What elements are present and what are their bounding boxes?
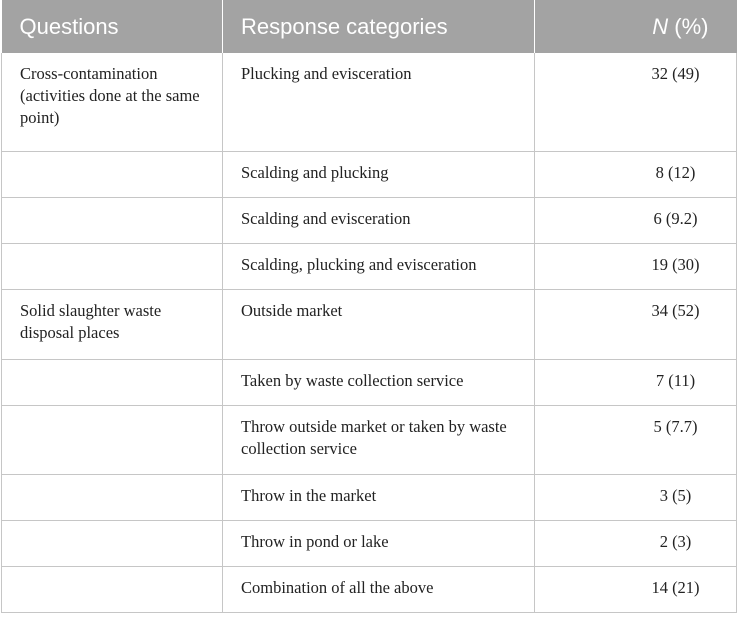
category-cell: Throw in pond or lake — [223, 520, 535, 566]
n-cell: 2 (3) — [535, 520, 737, 566]
category-cell: Scalding and evisceration — [223, 197, 535, 243]
question-cell — [2, 520, 223, 566]
question-cell — [2, 243, 223, 289]
table-row — [2, 53, 737, 151]
question-cell — [2, 405, 223, 474]
header-questions: Questions — [2, 0, 223, 53]
header-pct-symbol: (%) — [668, 13, 709, 39]
table-row — [2, 359, 737, 405]
category-cell: Combination of all the above — [223, 566, 535, 612]
data-table — [1, 0, 737, 613]
table-row — [2, 197, 737, 243]
table-row — [2, 520, 737, 566]
n-cell: 6 (9.2) — [535, 197, 737, 243]
table-row — [2, 289, 737, 359]
n-cell: 7 (11) — [535, 359, 737, 405]
category-cell: Outside market — [223, 289, 535, 359]
n-cell: 5 (7.7) — [535, 405, 737, 474]
n-cell: 32 (49) — [535, 53, 737, 151]
table-row — [2, 566, 737, 612]
question-cell: Cross-contamination (activities done at the same point) — [2, 53, 223, 151]
question-cell — [2, 566, 223, 612]
category-cell: Throw in the market — [223, 474, 535, 520]
question-cell — [2, 359, 223, 405]
question-cell — [2, 151, 223, 197]
category-cell: Scalding, plucking and evisceration — [223, 243, 535, 289]
n-cell: 34 (52) — [535, 289, 737, 359]
category-cell: Plucking and evisceration — [223, 53, 535, 151]
n-cell: 3 (5) — [535, 474, 737, 520]
category-cell: Throw outside market or taken by waste collection service — [223, 405, 535, 474]
category-cell: Taken by waste collection service — [223, 359, 535, 405]
table-row — [2, 474, 737, 520]
question-cell: Solid slaughter waste disposal places — [2, 289, 223, 359]
table-header — [2, 0, 737, 53]
header-row — [2, 0, 737, 53]
header-n-symbol: N — [652, 13, 669, 39]
question-cell — [2, 474, 223, 520]
table-body — [2, 53, 737, 612]
table-row — [2, 151, 737, 197]
question-cell — [2, 197, 223, 243]
n-cell: 19 (30) — [535, 243, 737, 289]
header-n-percent — [535, 0, 737, 53]
table-row — [2, 243, 737, 289]
category-cell: Scalding and plucking — [223, 151, 535, 197]
header-response-categories: Response categories — [223, 0, 535, 53]
n-cell: 8 (12) — [535, 151, 737, 197]
table-row — [2, 405, 737, 474]
n-cell: 14 (21) — [535, 566, 737, 612]
